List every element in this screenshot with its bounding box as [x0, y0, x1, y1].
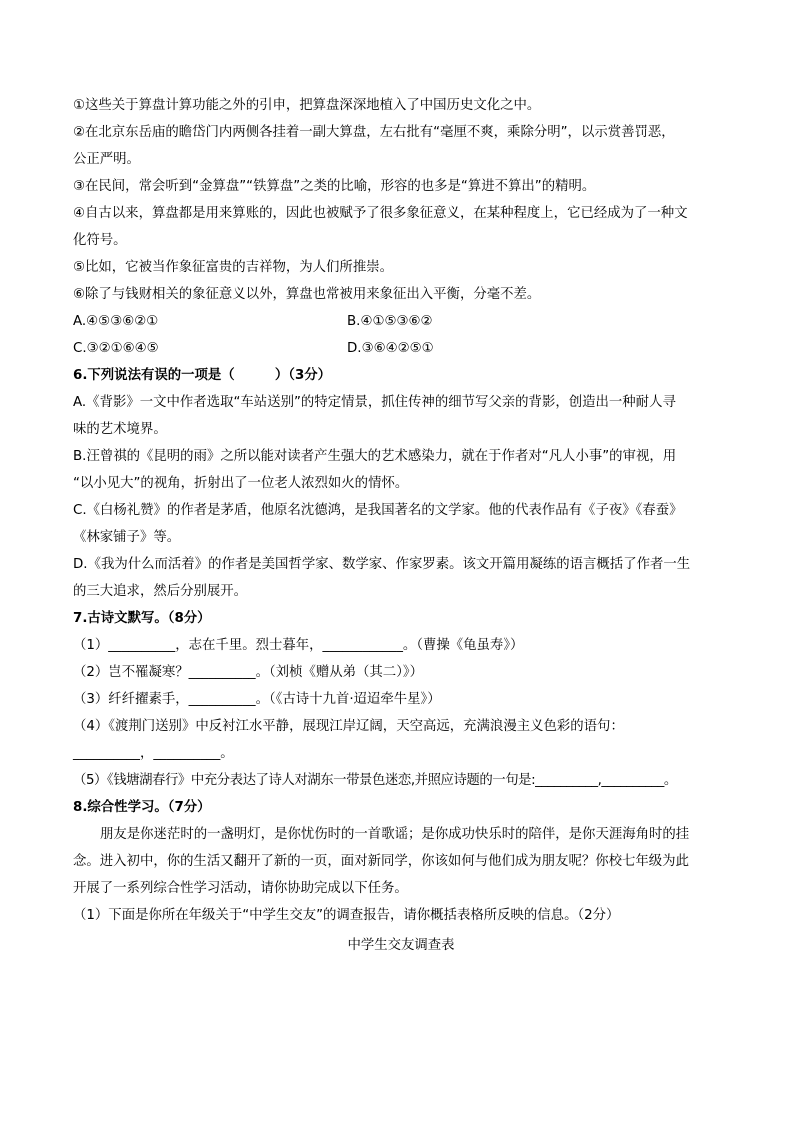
- exam-page: [73, 92, 729, 959]
- q5-sentence-6: ⑥除了与钱财相关的象征意义以外，算盘也常被用来象征出入平衡，分毫不差。: [73, 287, 541, 302]
- q6-option-a: A.《背影》一文中作者选取“车站送别”的特定情景，抓住传神的细节写父亲的背影，创造出一种耐人寻: [73, 395, 676, 410]
- q8-paragraph: [73, 821, 729, 902]
- q6-option-d-cont: 的三大追求，然后分别展开。: [73, 584, 248, 599]
- q5-sentence-3: ③在民间，常会听到“金算盘”“铁算盘”之类的比喻，形容的也多是“算进不算出”的精明。: [73, 179, 596, 194]
- q8-title: 8.综合性学习。（7分）: [73, 800, 211, 815]
- q6-title: 6.下列说法有误的一项是（ ）（3分）: [73, 368, 332, 383]
- q8-paragraph-line-2: 念。进入初中，你的生活又翻开了新的一页，面对新同学，你该如何与他们成为朋友呢？你校七年级为此: [73, 854, 689, 869]
- q6-option-b: B.汪曾祺的《昆明的雨》之所以能对读者产生强大的艺术感染力，就在于作者对“凡人小事”的审视，用: [73, 449, 677, 464]
- q5-sentence-4-cont: 化符号。: [73, 233, 127, 248]
- q7-item-4: （4）《渡荆门送别》中反衬江水平静，展现江岸辽阔，天空高远，充满浪漫主义色彩的语句：: [73, 719, 624, 734]
- q5-options-row-1: [73, 308, 729, 335]
- q8-task-1: （1）下面是你所在年级关于“中学生交友”的调查报告，请你概括表格所反映的信息。（2分）: [73, 908, 620, 923]
- q5-sentence-2: ②在北京东岳庙的瞻岱门内两侧各挂着一副大算盘，左右批有“毫厘不爽，乘除分明”，以示赏善罚恶，: [73, 125, 675, 140]
- q7-item-2: （2）岂不罹凝寒？__________。（刘桢《赠从弟（其二）》）: [73, 665, 423, 680]
- q8-paragraph-line-3: 开展了一系列综合性学习活动，请你协助完成以下任务。: [73, 881, 408, 896]
- q6-option-c: C.《白杨礼赞》的作者是茅盾，他原名沈德鸿，是我国著名的文学家。他的代表作品有《子夜》《春蚕》: [73, 503, 683, 518]
- q7-item-5: （5）《钱塘湖春行》中充分表达了诗人对湖东一带景色迷恋,并照应诗题的一句是:__________,__________。: [73, 773, 677, 788]
- q5-sentence-4: ④自古以来，算盘都是用来算账的，因此也被赋予了很多象征意义，在某种程度上，它已经成为了一种文: [73, 206, 688, 221]
- q5-sentence-list: [73, 92, 729, 308]
- q5-option-d: D.③⑥④②⑤①: [347, 341, 434, 356]
- q7-items: [73, 632, 729, 794]
- q8-paragraph-line-1: 朋友是你迷茫时的一盏明灯，是你忧伤时的一首歌谣；是你成功快乐时的陪伴，是你天涯海角时的挂: [100, 827, 690, 842]
- q6-option-b-cont: “以小见大”的视角，折射出了一位老人浓烈如火的情怀。: [73, 476, 409, 491]
- survey-table-title: 中学生交友调查表: [347, 938, 455, 953]
- q5-option-b: B.④①⑤③⑥②: [347, 314, 433, 329]
- q7-item-3: （3）纤纤擢素手，__________。（《古诗十九首·迢迢牵牛星》）: [73, 692, 441, 707]
- q6-option-d: D.《我为什么而活着》的作者是美国哲学家、数学家、作家罗素。该文开篇用凝练的语言概括了作者一生: [73, 557, 691, 572]
- q5-option-a: A.④⑤③⑥②①: [73, 314, 159, 329]
- q6-option-a-cont: 味的艺术境界。: [73, 422, 167, 437]
- q5-sentence-1: ①这些关于算盘计算功能之外的引申，把算盘深深地植入了中国历史文化之中。: [73, 98, 541, 113]
- q5-option-c: C.③②①⑥④⑤: [73, 341, 159, 356]
- q7-title: 7.古诗文默写。（8分）: [73, 611, 211, 626]
- q5-sentence-2-cont: 公正严明。: [73, 152, 140, 167]
- q5-options-row-2: [73, 335, 729, 362]
- q6-option-c-cont: 《林家铺子》等。: [73, 530, 181, 545]
- q5-sentence-5: ⑤比如，它被当作象征富贵的吉祥物，为人们所推崇。: [73, 260, 393, 275]
- q7-item-1: （1）__________，志在千里。烈士暮年，____________。（曹操《龟虽寿》）: [73, 638, 524, 653]
- q6-options: [73, 389, 729, 605]
- q7-item-4-blanks: __________，__________。: [73, 746, 234, 761]
